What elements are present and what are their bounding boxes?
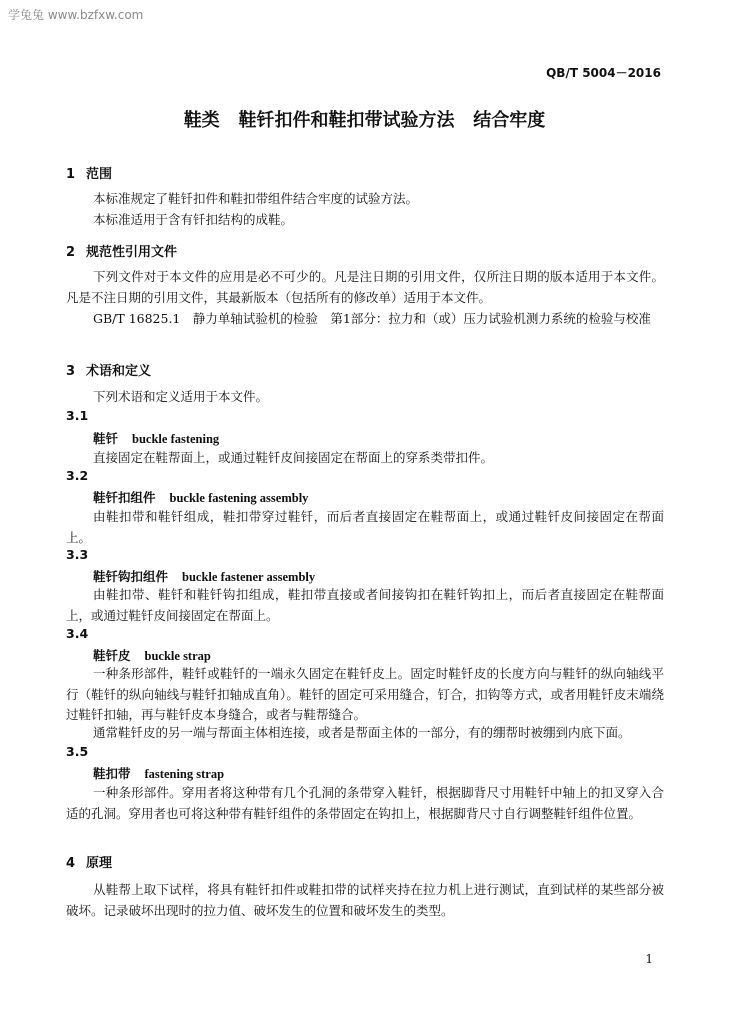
term-en: buckle strap [144, 649, 211, 663]
section-3-heading [66, 360, 151, 379]
document-title: 鞋类 鞋钎扣件和鞋扣带试验方法 结合牢度 [183, 110, 546, 131]
term-note: 通常鞋钎皮的另一端与帮面主体相连接，或者是帮面主体的一部分，有的绷帮时被绷到内底下面。 [93, 725, 631, 740]
term-number: 3.4 [66, 626, 89, 641]
term-en: buckle fastener assembly [182, 570, 316, 584]
term-number: 3.2 [66, 468, 89, 483]
term-number: 3.3 [66, 547, 89, 562]
term-number: 3.5 [66, 744, 89, 759]
term-definition: 直接固定在鞋帮面上，或通过鞋钎皮间接固定在帮面上的穿系类带扣件。 [93, 450, 494, 465]
section-title: 原理 [86, 856, 113, 871]
watermark: 学兔兔 www.bzfxw.com [8, 8, 144, 22]
reference-entry: GB/T 16825.1 静力单轴试验机的检验 第1部分：拉力和（或）压力试验机测力系统的检验与校准 [93, 311, 651, 326]
term-definition: 由鞋扣带和鞋钎组成，鞋扣带穿过鞋钎，而后者直接固定在鞋帮面上，或通过鞋钎皮间接固定在帮面上。 [66, 509, 664, 545]
term-zh: 鞋钎钩扣组件 [93, 569, 169, 584]
paragraph: 下列术语和定义适用于本文件。 [93, 389, 269, 404]
term-number: 3.1 [66, 408, 89, 423]
term-en: buckle fastening assembly [169, 491, 309, 505]
term-heading [93, 764, 224, 782]
page-number: 1 [645, 952, 653, 966]
section-2-heading [66, 241, 177, 260]
term-zh: 鞋钎扣组件 [93, 490, 156, 505]
paragraph: 本标准适用于含有钎扣结构的成鞋。 [93, 212, 294, 227]
term-heading [93, 646, 211, 664]
term-en: fastening strap [144, 767, 225, 781]
standard-number: QB/T 5004－2016 [546, 66, 661, 80]
section-4-heading [66, 852, 112, 871]
term-heading [93, 567, 315, 585]
paragraph: 本标准规定了鞋钎扣件和鞋扣带组件结合牢度的试验方法。 [93, 191, 419, 206]
term-zh: 鞋钎皮 [93, 648, 131, 663]
term-en: buckle fastening [132, 432, 220, 446]
paragraph: 下列文件对于本文件的应用是必不可少的。凡是注日期的引用文件，仅所注日期的版本适用于本文件。凡是不注日期的引用文件，其最新版本（包括所有的修改单）适用于本文件。 [66, 269, 664, 305]
section-number: 1 [66, 167, 76, 182]
section-number: 3 [66, 364, 76, 379]
paragraph: 从鞋帮上取下试样，将具有鞋钎扣件或鞋扣带的试样夹持在拉力机上进行测试，直到试样的某些部分被破坏。记录破坏出现时的拉力值、破坏发生的位置和破坏发生的类型。 [66, 882, 664, 918]
term-zh: 鞋扣带 [93, 766, 131, 781]
section-title: 范围 [86, 167, 113, 182]
section-number: 4 [66, 856, 76, 871]
section-1-heading [66, 163, 112, 182]
section-title: 术语和定义 [86, 364, 152, 379]
section-title: 规范性引用文件 [86, 245, 178, 260]
term-definition: 由鞋扣带、鞋钎和鞋钎钩扣组成，鞋扣带直接或者间接钩扣在鞋钎钩扣上，而后者直接固定在鞋帮面上，或通过鞋钎皮间接固定在帮面上。 [66, 587, 664, 623]
term-definition: 一种条形部件，鞋钎或鞋钎的一端永久固定在鞋钎皮上。固定时鞋钎皮的长度方向与鞋钎的纵向轴线平行（鞋钎的纵向轴线与鞋钎扣轴成直角）。鞋钎的固定可采用缝合，钉合，扣钩等方式，或者用鞋钎皮末端绕过鞋钎扣轴，再与鞋钎皮本身缝合，或者与鞋帮缝合。 [66, 666, 664, 722]
term-zh: 鞋钎 [93, 431, 119, 446]
term-definition: 一种条形部件。穿用者将这种带有几个孔洞的条带穿入鞋钎，根据脚背尺寸用鞋钎中轴上的扣叉穿入合适的孔洞。穿用者也可将这种带有鞋钎组件的条带固定在钩扣上，根据脚背尺寸自行调整鞋钎组件位置。 [66, 785, 664, 821]
term-heading [93, 488, 308, 506]
term-heading [93, 429, 219, 447]
section-number: 2 [66, 245, 76, 260]
